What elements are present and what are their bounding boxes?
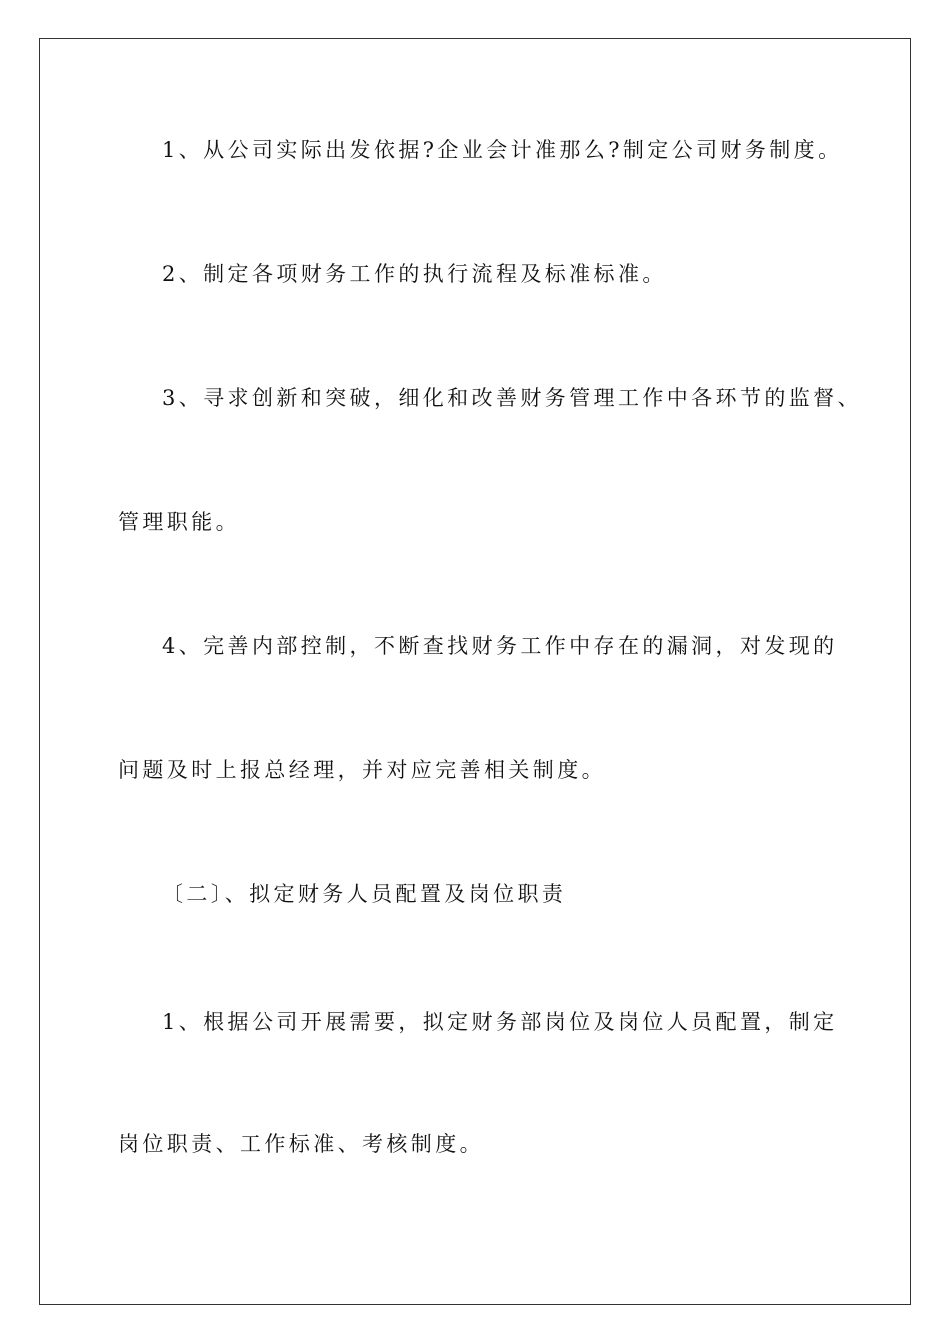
- paragraph-4-line-1: 4、完善内部控制，不断查找财务工作中存在的漏洞，对发现的: [162, 634, 838, 658]
- paragraph-1-line-1: 1、从公司实际出发依据?企业会计准那么?制定公司财务制度。: [162, 138, 843, 162]
- paragraph-6-line-1: 1、根据公司开展需要，拟定财务部岗位及岗位人员配置，制定: [162, 1010, 838, 1034]
- paragraph-3-line-1: 3、寻求创新和突破，细化和改善财务管理工作中各环节的监督、: [162, 386, 862, 410]
- section-heading: 〔二〕、拟定财务人员配置及岗位职责: [162, 882, 567, 906]
- paragraph-2-line-1: 2、制定各项财务工作的执行流程及标准标准。: [162, 262, 667, 286]
- paragraph-6-line-2: 岗位职责、工作标准、考核制度。: [118, 1132, 484, 1156]
- paragraph-3-line-2: 管理职能。: [118, 510, 240, 534]
- page-border: [39, 38, 911, 1305]
- paragraph-4-line-2: 问题及时上报总经理，并对应完善相关制度。: [118, 758, 606, 782]
